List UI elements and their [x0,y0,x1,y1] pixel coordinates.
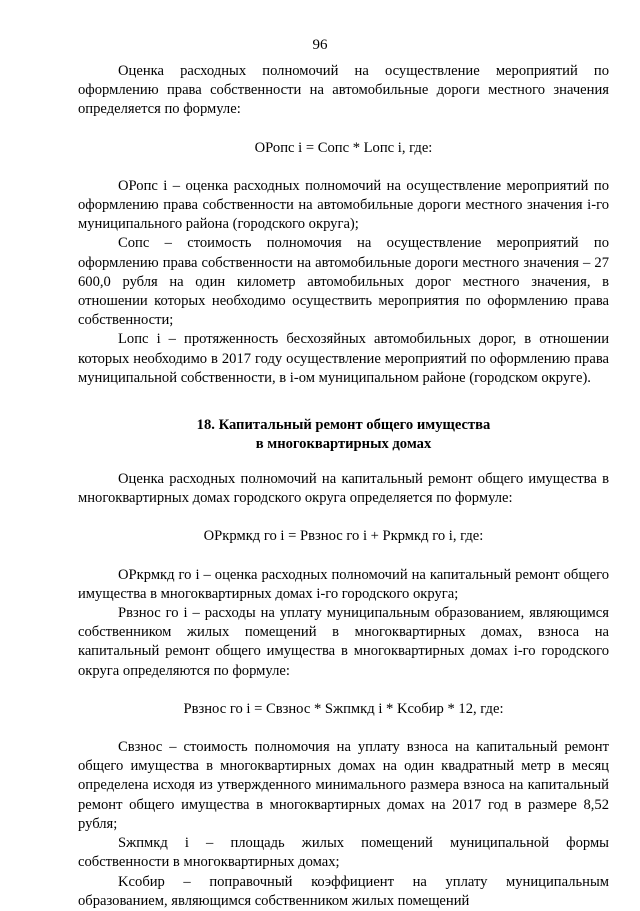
paragraph: Lопс i – протяженность бесхозяйных автомобильных дорог, в отношении которых необходимо в 2017 году осуществление мероприятий по оформлению права муниципальной собственности, в i-ом муниципальном районе (городском округе). [78,331,609,386]
section-heading-line-1: 18. Капитальный ремонт общего имущества [196,417,491,434]
formula: ОРкрмкд го i = Рвзнос го i + Ркрмкд го i, где: [203,528,484,545]
section-heading [78,416,609,454]
paragraph: ОРкрмкд го i – оценка расходных полномочий на капитальный ремонт общего имущества в многоквартирных домах i-го городского округа; [78,566,609,602]
paragraph: Sжпмкд i – площадь жилых помещений муниципальной формы собственности в многоквартирных домах; [78,835,609,871]
paragraph: Оценка расходных полномочий на осуществление мероприятий по оформлению права собственности на автомобильные дороги местного значения определяется по формуле: [78,63,609,118]
paragraph: ОРопс i – оценка расходных полномочий на осуществление мероприятий по оформлению права собственности на автомобильные дороги местного значения i-го муниципального района (городского округа); [78,177,609,233]
formula: Рвзнос го i = Свзнос * Sжпмкд i * Kсобир * 12, где: [183,700,504,717]
page-content [78,62,609,911]
section-heading-line-2: в многоквартирных домах [255,436,432,453]
formula: ОРопс i = Сопс * Lопс i, где: [254,139,433,156]
paragraph: Свзнос – стоимость полномочия на уплату взноса на капитальный ремонт общего имущества в многоквартирных домах на один квадратный метр в месяц определена исходя из утвержденного минимального размера взноса на капитальный ремонт общего имущества в многоквартирных домах на 2017 год в размере 8,52 рубля; [78,739,609,832]
paragraph: Kсобир – поправочный коэффициент на уплату муниципальным образованием, являющимся собственником жилых помещений [78,873,609,909]
paragraph: Оценка расходных полномочий на капитальный ремонт общего имущества в многоквартирных домах городского округа определяется по формуле: [78,471,609,507]
paragraph: Сопс – стоимость полномочия на осуществление мероприятий по оформлению права собственности на автомобильные дороги местного значения – 27 600,0 рубля на один километр автомобильных дорог местного значения, в отношении которых необходимо осуществить мероприятия по оформлению права собственности; [78,235,609,329]
paragraph: Рвзнос го i – расходы на уплату муниципальным образованием, являющимся собственником жилых помещений в многоквартирных домах, взноса на капитальный ремонт общего имущества в многоквартирных домах i-го городского округа определяются по формуле: [78,605,609,679]
page-number: 96 [312,37,328,53]
